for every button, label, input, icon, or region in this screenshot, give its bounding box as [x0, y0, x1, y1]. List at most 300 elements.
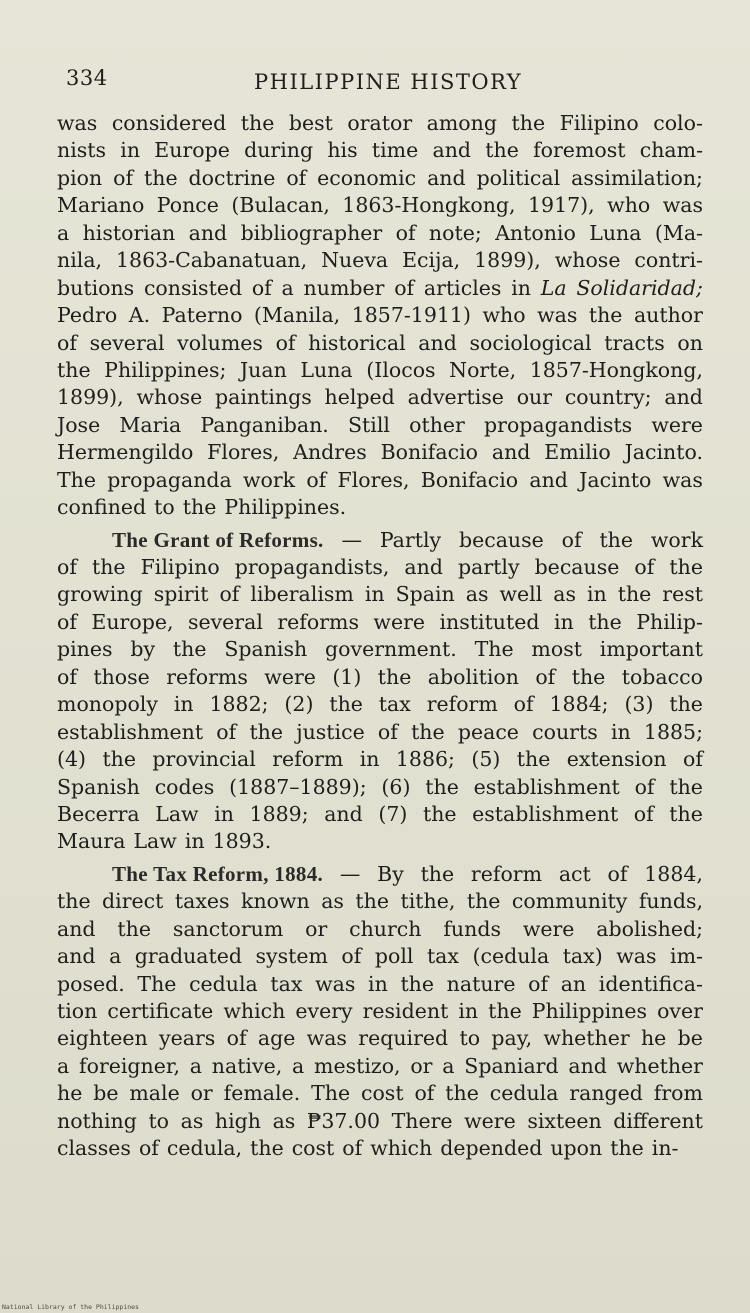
word: cost: [291, 1136, 335, 1161]
word: tithe,: [400, 889, 456, 914]
word: funds: [443, 916, 501, 941]
word: instituted: [439, 609, 540, 634]
word: of: [342, 1136, 363, 1161]
word: age: [257, 1026, 296, 1051]
word: tax: [378, 692, 411, 717]
word: tax: [426, 944, 459, 969]
word: (1): [332, 664, 362, 689]
word: several: [187, 609, 263, 634]
word: Luna: [589, 220, 642, 245]
word: the: [516, 747, 551, 772]
word: of: [394, 275, 415, 300]
word: male: [129, 1081, 180, 1106]
word: best: [288, 111, 333, 135]
word: spirit: [153, 582, 209, 607]
word: La: [540, 275, 567, 300]
word: consisted: [143, 275, 243, 300]
word: reform: [470, 861, 543, 886]
word: of: [275, 330, 296, 355]
word: (2): [284, 692, 314, 717]
word: Philippines;: [104, 357, 227, 382]
word: of: [286, 165, 307, 190]
word: and: [568, 1053, 607, 1078]
word: the: [102, 747, 137, 772]
word: and: [188, 220, 228, 245]
word: and: [324, 801, 363, 826]
word: advertise: [407, 385, 504, 410]
word: Nueva: [321, 248, 389, 273]
text-line: [57, 943, 703, 970]
word: Philippines.: [224, 495, 347, 520]
word: and: [427, 165, 466, 190]
word: the: [172, 637, 207, 662]
word: 1884,: [644, 861, 703, 886]
text-line: [57, 719, 703, 746]
word: sixteen: [527, 1108, 602, 1133]
word: 1917),: [528, 193, 595, 218]
word: helped: [324, 385, 395, 410]
word: codes: [154, 774, 215, 799]
word: the: [571, 664, 606, 689]
word: Europe: [154, 138, 230, 163]
word: Emilio: [544, 440, 611, 465]
word: and: [529, 467, 568, 492]
word: Luna: [300, 357, 353, 382]
word: during: [244, 138, 314, 163]
word: propagandists: [484, 412, 633, 437]
word: historical: [308, 330, 406, 355]
word: liberalism: [250, 582, 354, 607]
word: Panganiban.: [200, 412, 329, 437]
text-line: [57, 1053, 703, 1080]
word: the: [511, 111, 546, 135]
word: native,: [211, 1053, 283, 1078]
word: Ponce: [156, 193, 219, 218]
word: paintings: [215, 385, 312, 410]
word: a: [442, 1053, 455, 1078]
text-line: [57, 302, 703, 329]
word: the: [599, 527, 634, 552]
word: certificate: [107, 999, 214, 1023]
word: he: [640, 1026, 667, 1051]
word: of: [113, 165, 134, 190]
word: of: [528, 971, 549, 996]
word: in: [214, 801, 234, 826]
text-line: [57, 581, 703, 608]
word: ₱37.00: [306, 1108, 381, 1133]
text-line: [57, 137, 703, 164]
word: reform: [426, 692, 498, 717]
word: 1899),: [474, 248, 541, 273]
word: female.: [223, 1081, 301, 1106]
word: were: [464, 1108, 516, 1133]
word: of: [634, 555, 655, 579]
word: be: [677, 1026, 703, 1051]
word: propaganda: [107, 467, 232, 492]
word: his: [327, 138, 358, 163]
word: the: [57, 889, 91, 914]
word: in: [586, 582, 607, 607]
word: every: [295, 999, 353, 1023]
text-line: [57, 110, 703, 137]
word: articles: [423, 275, 502, 300]
text-line: [57, 527, 703, 554]
word: and: [491, 440, 531, 465]
word: The: [137, 971, 177, 996]
word: (cedula: [472, 944, 550, 969]
word: the: [117, 916, 151, 941]
text-line: [57, 861, 703, 888]
word: foreigner,: [79, 1053, 180, 1078]
word: as: [180, 1108, 204, 1133]
word: of: [561, 527, 582, 552]
word: the: [588, 609, 622, 634]
word: of: [219, 582, 240, 607]
word: in: [458, 999, 479, 1023]
word: ranged: [569, 1081, 643, 1106]
word: and: [57, 944, 96, 969]
word: abolition: [427, 664, 519, 689]
word: funds,: [638, 889, 703, 914]
word: assimilation;: [571, 165, 703, 190]
word: in: [120, 138, 141, 163]
word: a: [189, 1053, 202, 1078]
word: 1886;: [395, 747, 455, 772]
text-line: [57, 691, 703, 718]
word: historian: [82, 220, 176, 245]
word: Hermengildo: [57, 440, 194, 465]
word: whose: [136, 385, 203, 410]
word: extension: [566, 747, 667, 772]
word: and: [404, 555, 443, 579]
word: to: [459, 1026, 481, 1051]
word: Norte,: [449, 357, 517, 382]
word: of: [138, 1136, 159, 1161]
word: (Ilocos: [366, 357, 436, 382]
word: was: [537, 303, 578, 328]
word: Mariano: [57, 193, 145, 218]
word: Bonifacio: [420, 467, 519, 492]
page-header: [66, 66, 706, 100]
word: the: [445, 1081, 479, 1106]
word: to: [148, 1108, 170, 1133]
word: propagandists,: [234, 555, 390, 579]
word: different: [613, 1108, 703, 1133]
word: in: [368, 971, 388, 996]
word: upon: [550, 1136, 603, 1161]
word: cedula,: [166, 1136, 243, 1161]
word: Maria: [119, 412, 182, 437]
word: our: [516, 385, 553, 410]
word: over: [657, 999, 703, 1023]
word: the: [669, 774, 703, 799]
word: as: [465, 582, 489, 607]
word: or: [305, 916, 328, 941]
word: in: [173, 692, 194, 717]
word: 1893.: [212, 829, 272, 854]
word: reform: [272, 747, 344, 772]
word: The: [57, 467, 97, 492]
word: community: [511, 889, 628, 914]
word: Maura: [57, 829, 126, 854]
text-line: [57, 220, 703, 247]
word: work: [650, 527, 703, 552]
word: reforms: [166, 664, 248, 689]
word: of: [377, 719, 398, 744]
text-line: [57, 1135, 703, 1162]
word: direct: [102, 889, 164, 914]
word: note;: [428, 220, 482, 245]
word: the: [400, 971, 435, 996]
word: of: [633, 801, 654, 826]
word: the: [250, 1136, 284, 1161]
word: 1885;: [643, 719, 703, 744]
word: 1863-Hongkong,: [342, 193, 516, 218]
word: Partly: [379, 527, 442, 552]
word: country;: [564, 385, 652, 410]
word: the: [249, 719, 284, 744]
word: justice: [296, 719, 365, 744]
word: whether: [616, 1053, 703, 1078]
word: system: [255, 944, 328, 969]
word: because: [458, 527, 544, 552]
word: cham-: [639, 138, 703, 163]
word: were: [373, 609, 426, 634]
word: by: [130, 637, 156, 662]
word: and: [418, 330, 457, 355]
word: of: [216, 719, 237, 744]
word: The: [474, 637, 514, 662]
word: work: [242, 467, 296, 492]
text-line: [57, 330, 703, 357]
word: Jose: [57, 412, 101, 437]
word: partly: [458, 555, 520, 579]
text-line: [57, 916, 703, 943]
word: tobacco: [621, 664, 703, 689]
word: (1887–1889);: [229, 774, 367, 799]
word: of: [634, 774, 655, 799]
word: on: [677, 330, 703, 355]
word: those: [93, 664, 150, 689]
word: to: [154, 495, 175, 520]
word: he: [57, 1081, 83, 1106]
text-line: [57, 467, 703, 494]
word: foremost: [533, 138, 626, 163]
word: political: [476, 165, 561, 190]
word: sociological: [469, 330, 592, 355]
word: author: [633, 303, 703, 328]
section-heading: The Grant of Reforms.: [112, 527, 324, 552]
text-line: [57, 192, 703, 219]
word: Filipino: [559, 111, 639, 135]
word: in: [364, 582, 385, 607]
word: pay,: [491, 1026, 533, 1051]
text-line: [57, 1025, 703, 1052]
text-line: [57, 439, 703, 466]
word: resident: [362, 999, 449, 1023]
word: the: [355, 889, 389, 914]
word: (3): [624, 692, 654, 717]
word: establishment: [473, 774, 620, 799]
word: was: [315, 971, 356, 996]
word: There: [391, 1108, 453, 1133]
text-line: [57, 636, 703, 663]
word: Filipino: [140, 555, 220, 579]
word: Spanish: [57, 774, 140, 799]
word: —: [341, 527, 362, 552]
text-line: [57, 609, 703, 636]
word: other: [409, 412, 465, 437]
word: Juan: [239, 357, 287, 382]
text-line: [57, 1080, 703, 1107]
word: peace: [457, 719, 519, 744]
word: of: [57, 664, 77, 689]
word: was: [616, 944, 657, 969]
word: Flores,: [207, 440, 280, 465]
word: tracts: [604, 330, 665, 355]
word: (Ma-: [654, 220, 703, 245]
word: Bonifacio: [380, 440, 478, 465]
word: who: [482, 303, 526, 328]
word: who: [607, 193, 651, 218]
word: graduated: [134, 944, 242, 969]
word: government.: [325, 637, 457, 662]
word: among: [426, 111, 497, 135]
word: a: [57, 1053, 70, 1078]
word: because: [534, 555, 620, 579]
word: and: [57, 916, 96, 941]
word: nature: [446, 971, 516, 996]
word: a: [109, 944, 122, 969]
word: contri-: [634, 248, 703, 273]
text-line: [57, 801, 703, 828]
word: required: [358, 1026, 449, 1051]
word: nila,: [57, 248, 103, 273]
word: was: [306, 1026, 347, 1051]
word: butions: [57, 275, 135, 300]
word: as: [553, 582, 576, 607]
word: mestizo,: [314, 1053, 401, 1078]
text-line: [57, 247, 703, 274]
word: 1882;: [209, 692, 269, 717]
word: of: [513, 692, 534, 717]
word: the: [669, 555, 703, 579]
word: (4): [57, 747, 87, 772]
word: the: [485, 138, 519, 163]
word: Still: [348, 412, 390, 437]
word: the: [240, 111, 275, 135]
word: reforms: [277, 609, 359, 634]
word: the: [588, 303, 623, 328]
word: Becerra: [57, 801, 140, 826]
paragraph: [57, 527, 703, 856]
word: the: [57, 357, 91, 382]
text-line: [57, 746, 703, 773]
word: tax: [270, 971, 303, 996]
word: eighteen: [57, 1026, 148, 1051]
word: doctrine: [188, 165, 276, 190]
word: in: [359, 747, 380, 772]
word: was: [57, 111, 98, 135]
word: monopoly: [57, 692, 158, 717]
word: By: [377, 861, 404, 886]
word: the: [422, 801, 457, 826]
word: Jacinto: [579, 467, 652, 492]
word: were: [651, 412, 703, 437]
word: of: [341, 944, 362, 969]
word: the: [182, 495, 217, 520]
word: Paterno: [161, 303, 243, 328]
word: important: [599, 637, 703, 662]
word: whether: [543, 1026, 630, 1051]
word: be: [93, 1081, 119, 1106]
word: of: [306, 467, 327, 492]
word: Law: [133, 829, 177, 854]
word: the: [411, 719, 445, 744]
text-line: [57, 971, 703, 998]
word: taxes: [174, 889, 230, 914]
word: of: [226, 1026, 247, 1051]
word: nothing: [57, 1108, 137, 1133]
word: Spaniard: [464, 1053, 559, 1078]
word: the: [617, 582, 652, 607]
word: considered: [111, 111, 227, 135]
footer-credit: National Library of the Philippines: [2, 1303, 139, 1311]
word: of: [535, 664, 556, 689]
text-line: [57, 774, 703, 801]
word: several: [89, 330, 165, 355]
word: poll: [374, 944, 414, 969]
word: depended: [440, 1136, 543, 1161]
word: courts: [532, 719, 598, 744]
word: of: [414, 1081, 435, 1106]
word: (Bulacan,: [231, 193, 330, 218]
section-heading: The Tax Reform, 1884.: [112, 861, 324, 886]
word: 1884;: [549, 692, 609, 717]
text-line: [57, 554, 703, 581]
text-line: [57, 494, 703, 521]
word: pion: [57, 165, 103, 190]
word: in: [511, 275, 531, 300]
word: the: [669, 801, 703, 826]
word: economic: [317, 165, 417, 190]
word: the: [466, 889, 501, 914]
word: or: [190, 1081, 213, 1106]
paragraph: [57, 110, 703, 522]
word: the: [425, 774, 459, 799]
word: (5): [471, 747, 501, 772]
word: most: [531, 637, 582, 662]
text-line: [57, 275, 703, 302]
word: provincial: [152, 747, 256, 772]
word: and: [432, 138, 472, 163]
word: known: [241, 889, 310, 914]
word: or: [410, 1053, 433, 1078]
word: establishment: [57, 719, 204, 744]
word: colo-: [653, 111, 703, 135]
word: —: [339, 861, 361, 886]
word: nists: [57, 138, 107, 163]
word: church: [349, 916, 422, 941]
word: the: [669, 692, 703, 717]
word: a: [292, 1053, 305, 1078]
word: The: [311, 1081, 351, 1106]
word: orator: [347, 111, 413, 135]
word: Andres: [293, 440, 367, 465]
word: as: [321, 889, 344, 914]
text-line: [57, 1108, 703, 1135]
word: Spanish: [224, 637, 308, 662]
